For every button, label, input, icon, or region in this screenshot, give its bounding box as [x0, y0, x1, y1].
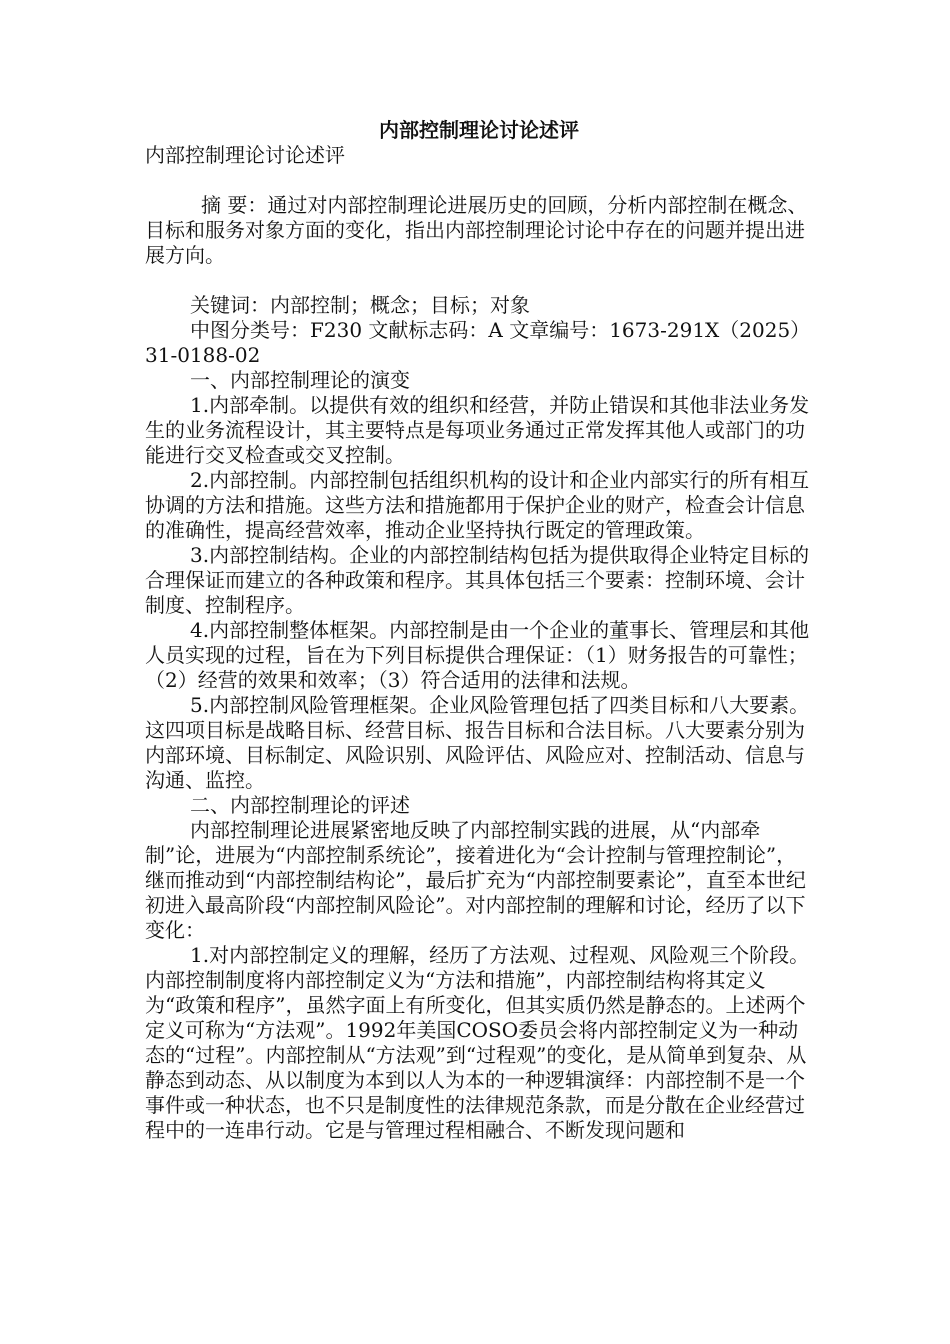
- paragraph-1: 1.内部牵制。以提供有效的组织和经营，并防止错误和其他非法业务发生的业务流程设计，其主要特点是每项业务通过正常发挥其他人或部门的功能进行交叉检查或交叉控制。: [145, 393, 810, 467]
- document-page: [145, 118, 813, 1143]
- classification-line: 中图分类号：F230 文献标志码：A 文章编号：1673-291X（2025）31-0188-02: [145, 318, 811, 367]
- document-subtitle: 内部控制理论讨论述评: [145, 143, 345, 167]
- paragraph-2: 2.内部控制。内部控制包括组织机构的设计和企业内部实行的所有相互协调的方法和措施。这些方法和措施都用于保护企业的财产，检查会计信息的准确性，提高经营效率，推动企业坚持执行既定的管理政策。: [145, 468, 810, 542]
- paragraph-7: 1.对内部控制定义的理解，经历了方法观、过程观、风险观三个阶段。内部控制制度将内部控制定义为“方法和措施”，内部控制结构将其定义为“政策和程序”，虽然字面上有所变化，但其实质仍然是静态的。上述两个定义可称为“方法观”。1992年美国COSO委员会将内部控制定义为一种动态的“过程”。内部控制从“方法观”到“过程观”的变化，是从简单到复杂、从静态到动态、从以制度为本到以人为本的一种逻辑演绎：内部控制不是一个事件或一种状态，也不只是制度性的法律规范条款，而是分散在企业经营过程中的一连串行动。它是与管理过程相融合、不断发现问题和: [145, 943, 810, 1142]
- paragraph-6: 内部控制理论进展紧密地反映了内部控制实践的进展，从“内部牵制”论，进展为“内部控制系统论”，接着进化为“会计控制与管理控制论”，继而推动到“内部控制结构论”，最后扩充为“内部控制要素论”，直至本世纪初进入最高阶段“内部控制风险论”。对内部控制的理解和讨论，经历了以下变化：: [145, 818, 806, 942]
- paragraph-3: 3.内部控制结构。企业的内部控制结构包括为提供取得企业特定目标的合理保证而建立的各种政策和程序。其具体包括三个要素：控制环境、会计制度、控制程序。: [145, 543, 810, 617]
- abstract-paragraph: 摘 要：通过对内部控制理论进展历史的回顾，分析内部控制在概念、目标和服务对象方面的变化，指出内部控制理论讨论中存在的问题并提出进展方向。: [145, 193, 808, 267]
- section-heading-2: 二、内部控制理论的评述: [190, 793, 410, 817]
- document-title: 内部控制理论讨论述评: [379, 118, 579, 142]
- section-heading-1: 一、内部控制理论的演变: [190, 368, 410, 392]
- keywords-line: 关键词：内部控制；概念；目标；对象: [190, 293, 530, 317]
- paragraph-5: 5.内部控制风险管理框架。企业风险管理包括了四类目标和八大要素。这四项目标是战略目标、经营目标、报告目标和合法目标。八大要素分别为内部环境、目标制定、风险识别、风险评估、风险应对、控制活动、信息与沟通、监控。: [145, 693, 810, 792]
- paragraph-4: 4.内部控制整体框架。内部控制是由一个企业的董事长、管理层和其他人员实现的过程，旨在为下列目标提供合理保证：（1）财务报告的可靠性；（2）经营的效果和效率；（3）符合适用的法律和法规。: [145, 618, 810, 692]
